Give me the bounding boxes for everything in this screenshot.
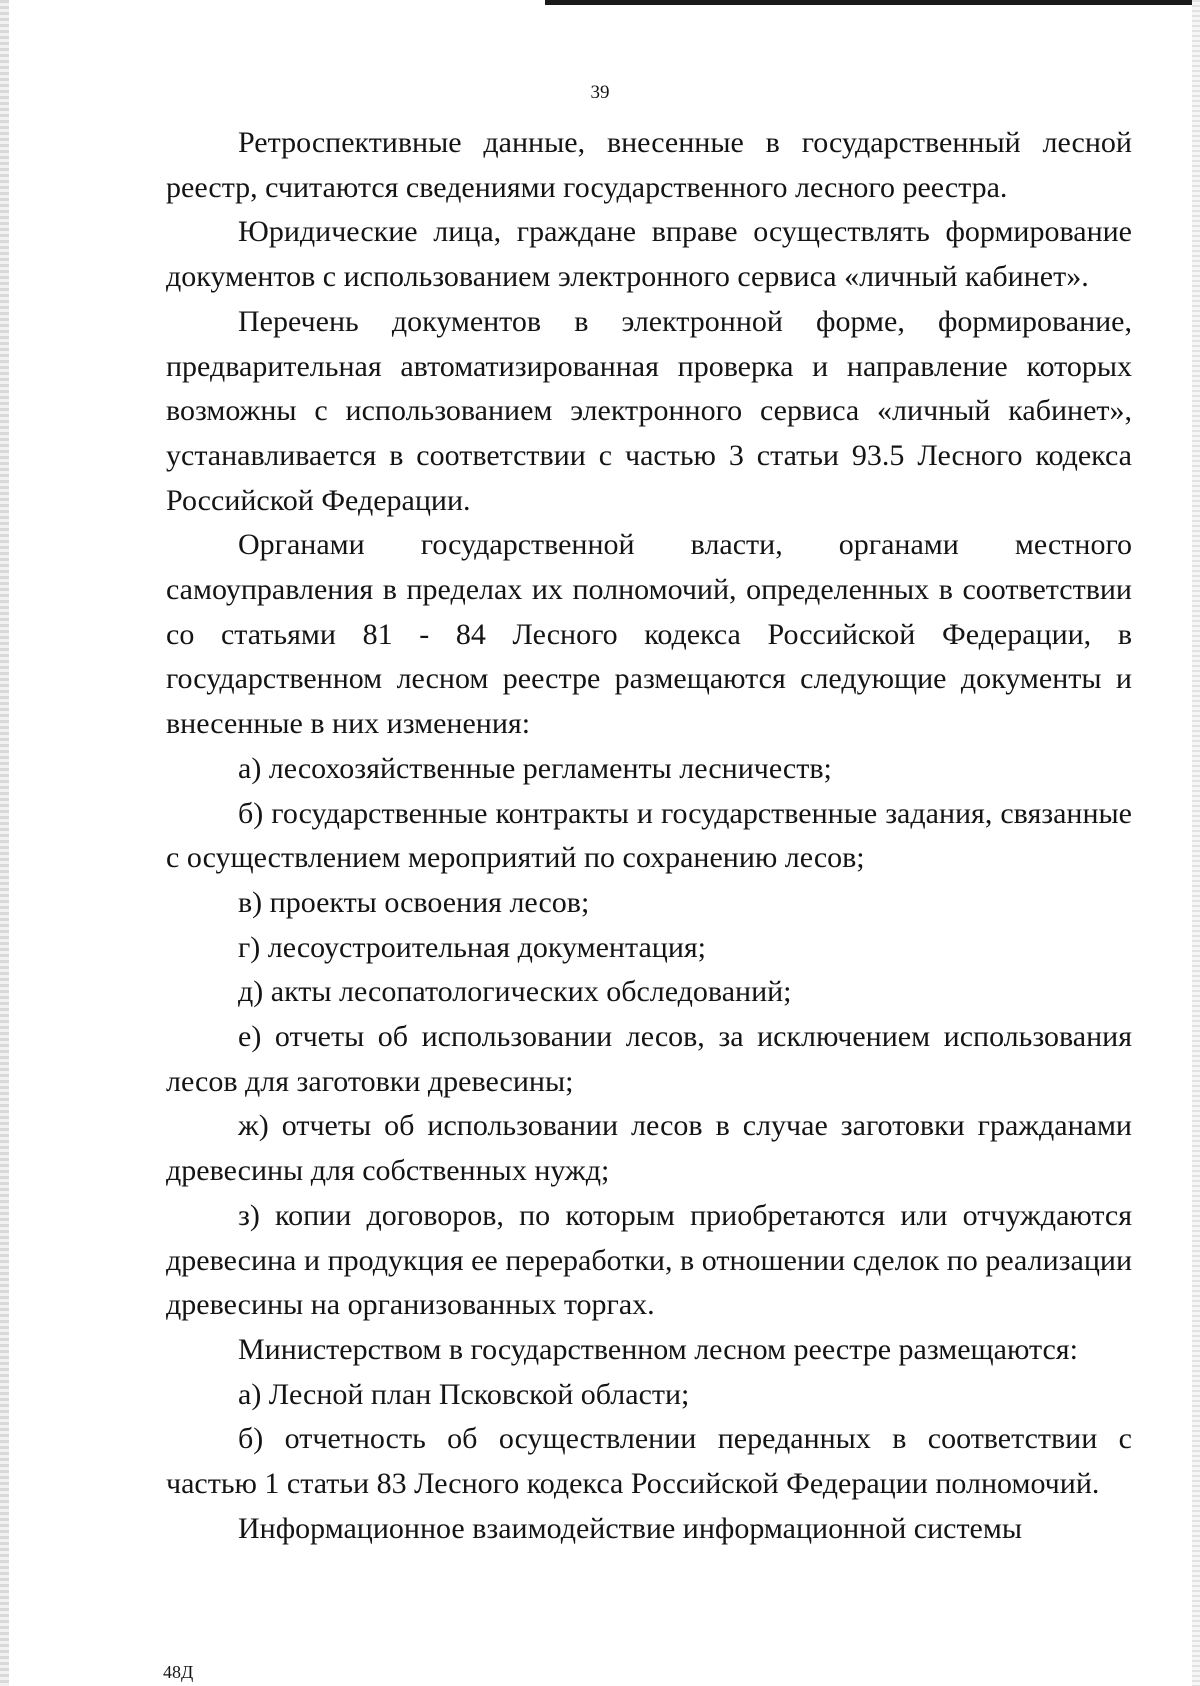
list-item-b: б) государственные контракты и государственные задания, связанные с осуществлением мероприятий по сохранению лесов;: [166, 796, 1132, 875]
list-item-zh: ж) отчеты об использовании лесов в случае заготовки гражданами древесины для собственных нужд;: [166, 1109, 1132, 1188]
list-item-d: д) акты лесопатологических обследований;: [238, 975, 792, 1009]
scan-left-edge: [0, 0, 9, 1686]
scan-top-edge: [545, 0, 1200, 5]
list-item-v: в) проекты освоения лесов;: [238, 885, 590, 919]
list-item-g: г) лесоустроительная документация;: [238, 930, 707, 964]
paragraph-ministry: Министерством в государственном лесном реестре размещаются:: [238, 1332, 1078, 1366]
paragraph-personal-account: Юридические лица, граждане вправе осуществлять формирование документов с использованием электронного сервиса «личный кабинет».: [166, 215, 1132, 294]
page-number: 39: [590, 82, 610, 103]
list-item-e: е) отчеты об использовании лесов, за исключением использования лесов для заготовки древесины;: [166, 1020, 1132, 1098]
scan-right-edge: [1192, 0, 1200, 1686]
paragraph-information-interaction: Информационное взаимодействие информационной системы: [238, 1511, 1023, 1545]
footer-document-code: 48Д: [163, 1662, 194, 1682]
paragraph-authorities: Органами государственной власти, органами местного самоуправления в пределах их полномочий, определенных в соответствии со статьями 81 - 84 Лесного кодекса Российской Федерации, в государственном лесном реестре размещаются следующие документы и внесенные в них изменения:: [166, 528, 1132, 741]
ministry-item-a: а) Лесной план Псковской области;: [238, 1377, 690, 1411]
list-item-z: з) копии договоров, по которым приобретаются или отчуждаются древесина и продукция ее переработки, в отношении сделок по реализации древесины на организованных торгах.: [166, 1198, 1132, 1322]
paragraph-retrospective-data: Ретроспективные данные, внесенные в государственный лесной реестр, считаются сведениями государственного лесного реестра.: [166, 126, 1132, 204]
ministry-item-b: б) отчетность об осуществлении переданных в соответствии с частью 1 статьи 83 Лесного кодекса Российской Федерации полномочий.: [166, 1422, 1132, 1501]
document-body: [166, 121, 1132, 1552]
paragraph-document-list: Перечень документов в электронной форме, формирование, предварительная автоматизированная проверка и направление которых возможны с использованием электронного сервиса «личный кабинет», устанавливается в соответствии с частью 3 статьи 93.5 Лесного кодекса Российской Федерации.: [166, 304, 1132, 517]
list-item-a: а) лесохозяйственные регламенты лесничеств;: [238, 751, 832, 785]
